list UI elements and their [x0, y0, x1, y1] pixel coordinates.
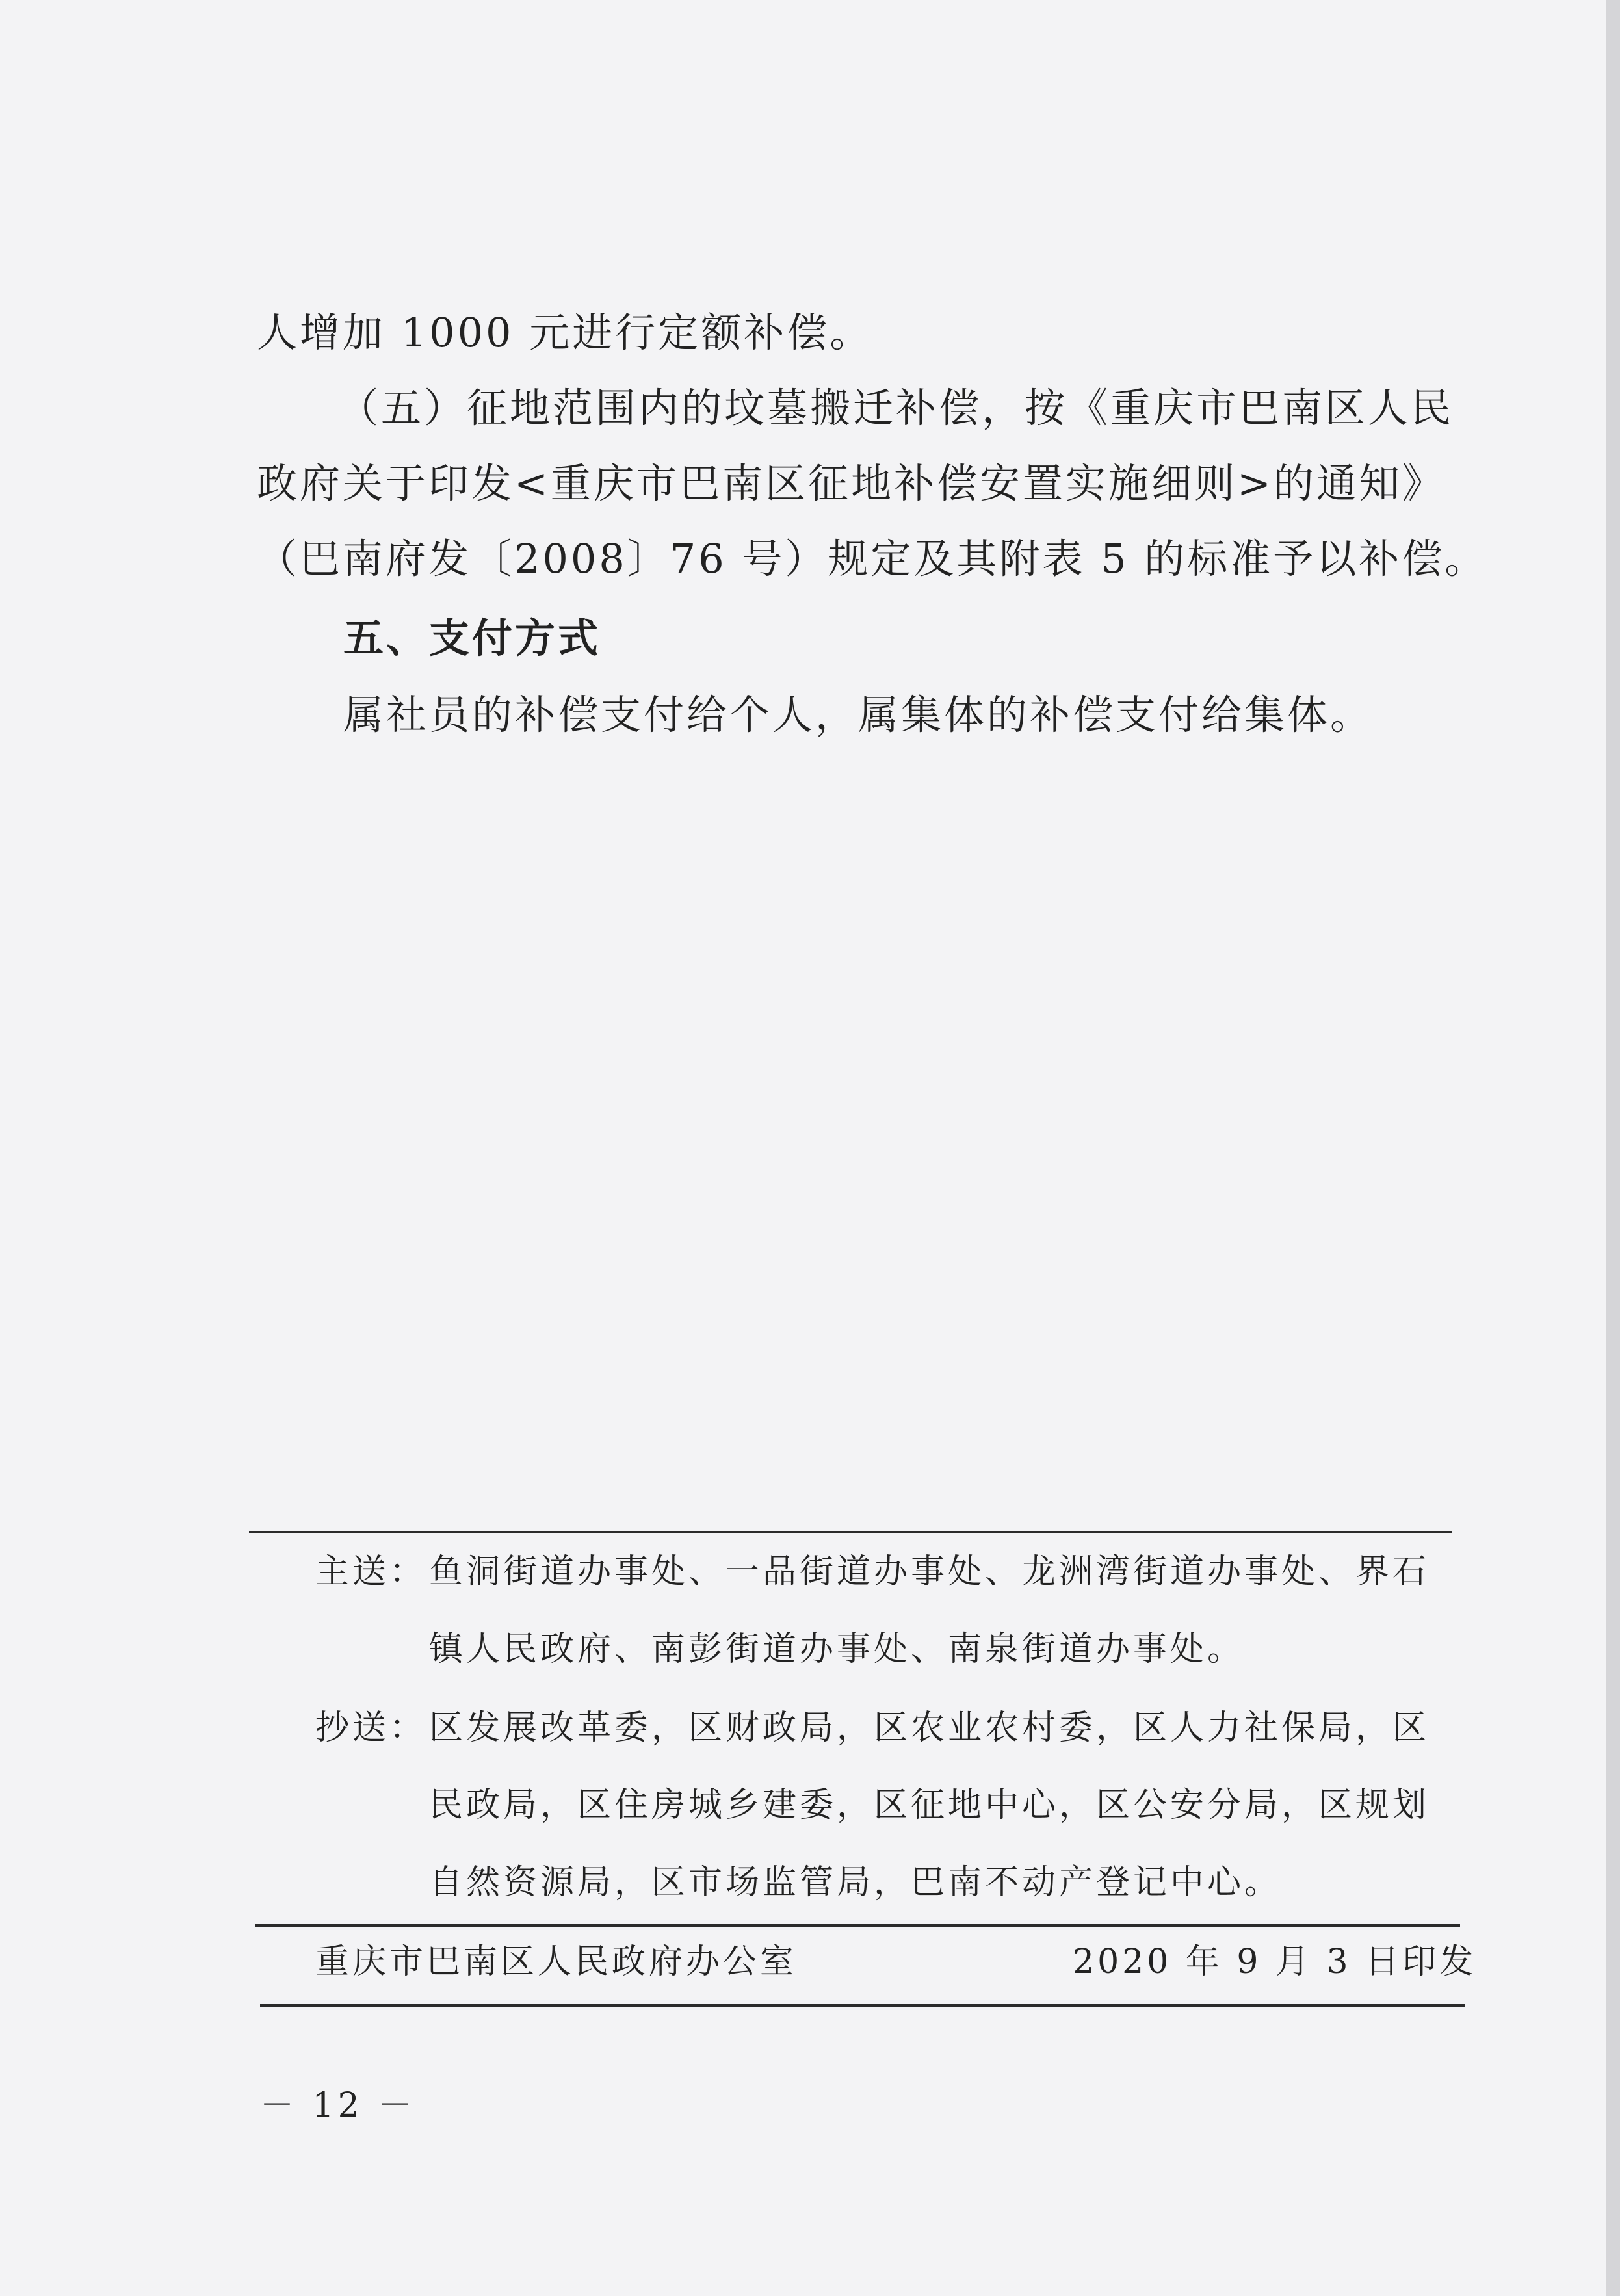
issuing-office: 重庆市巴南区人民政府办公室 [315, 1942, 798, 1981]
copy-recipients-line-3: 自然资源局，区市场监管局，巴南不动产登记中心。 [429, 1863, 1282, 1902]
main-recipients-line-1: 鱼洞街道办事处、一品街道办事处、龙洲湾街道办事处、界石 [429, 1552, 1430, 1591]
page-number: － 12 － [260, 2086, 416, 2125]
scan-edge-shadow [1606, 0, 1620, 2296]
copy-recipients-line-1: 区发展改革委，区财政局，区农业农村委，区人力社保局，区 [429, 1708, 1430, 1747]
issuer-top-rule [255, 1924, 1460, 1927]
body-line-4: （巴南府发〔2008〕76 号）规定及其附表 5 的标准予以补偿。 [257, 535, 1488, 582]
body-line-1: 人增加 1000 元进行定额补偿。 [257, 309, 873, 356]
body-line-2: （五）征地范围内的坟墓搬迁补偿，按《重庆市巴南区人民 [338, 384, 1454, 432]
issuer-bottom-rule [260, 2004, 1465, 2007]
section-text: 属社员的补偿支付给个人，属集体的补偿支付给集体。 [343, 691, 1374, 738]
issue-date: 2020 年 9 月 3 日印发 [1073, 1942, 1477, 1981]
main-recipients-label: 主送： [315, 1552, 427, 1591]
section-heading: 五、支付方式 [343, 614, 601, 662]
copy-recipients-label: 抄送： [315, 1708, 427, 1747]
copy-recipients-line-2: 民政局，区住房城乡建委，区征地中心，区公安分局，区规划 [429, 1786, 1430, 1825]
distribution-top-rule [249, 1531, 1452, 1533]
body-line-3: 政府关于印发<重庆市巴南区征地补偿安置实施细则>的通知》 [257, 460, 1445, 507]
main-recipients-line-2: 镇人民政府、南彭街道办事处、南泉街道办事处。 [429, 1630, 1245, 1669]
